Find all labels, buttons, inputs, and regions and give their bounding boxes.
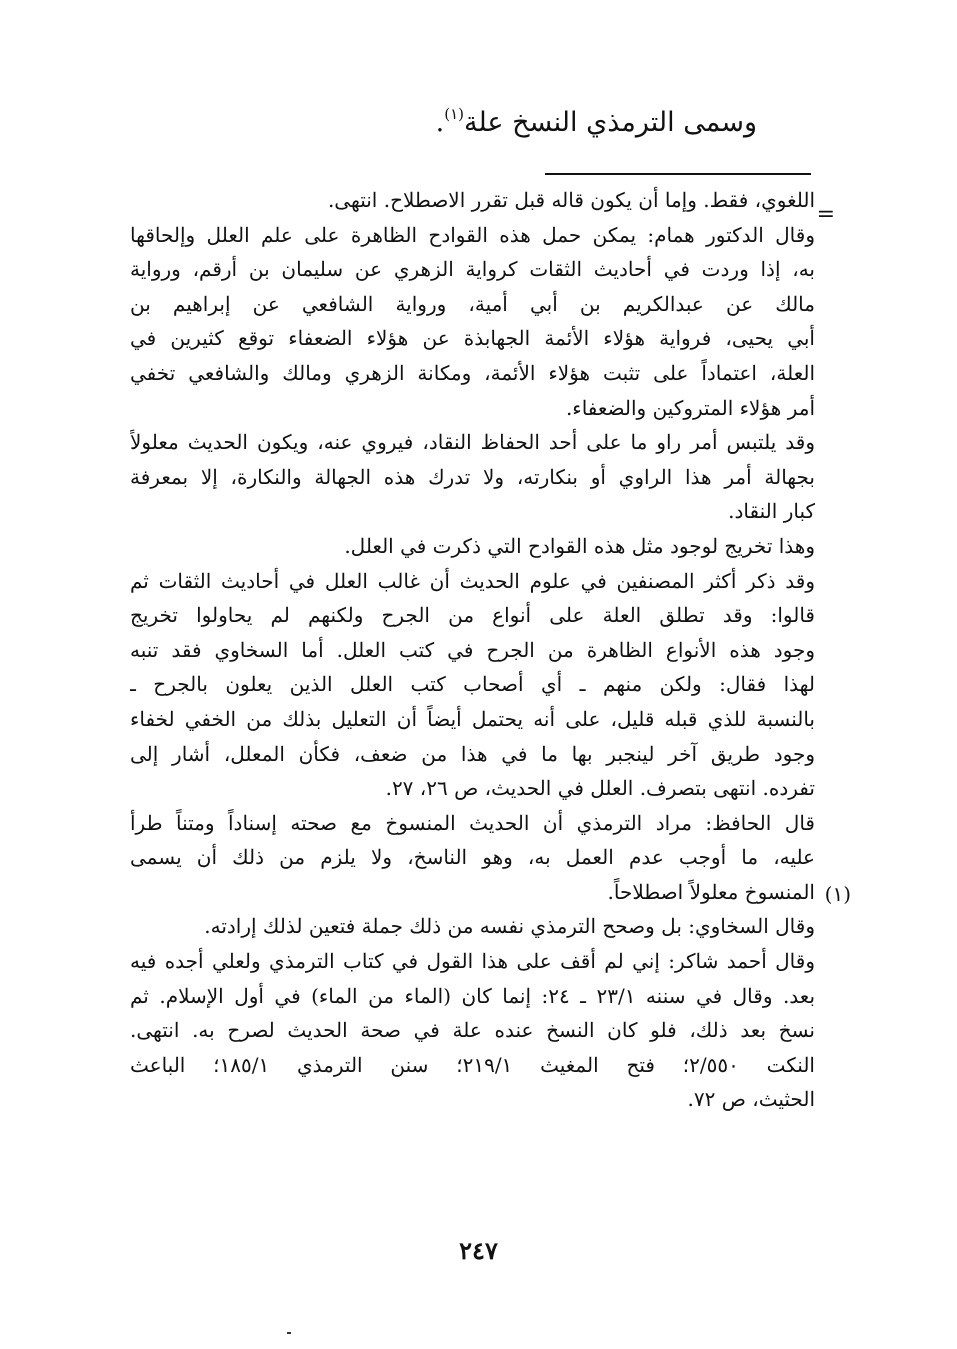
- footnote-line: أبي يحيى، فرواية هؤلاء الأئمة الجهابذة عن هؤلاء الضعفاء توقع كثيرين في: [130, 326, 815, 351]
- footnote-line: قالوا: وقد تطلق العلة على أنواع من الجرح ولكنهم لم يحاولوا تخريج: [130, 603, 815, 628]
- footnote-line: أمر هؤلاء المتروكين والضعفاء.: [565, 395, 815, 420]
- footnote-line: وقال الدكتور همام: يمكن حمل هذه القوادح الظاهرة على علم العلل وإلحاقها: [130, 222, 815, 247]
- footnotes-block: [130, 183, 815, 1117]
- footnote-line: قال الحافظ: مراد الترمذي أن الحديث المنسوخ مع صحته إسناداً ومتناً طرأ: [130, 810, 815, 835]
- footnote-line: وقد ذكر أكثر المصنفين في علوم الحديث أن غالب العلل في أحاديث الثقات ثم: [130, 568, 815, 593]
- footnote-reference[interactable]: (١): [444, 105, 465, 123]
- footnote-line: وجود هذه الأنواع الظاهرة من الجرح في كتب العلل. أما السخاوي فقد تنبه: [130, 637, 815, 662]
- footnote-line: بالنسبة للذي قبله قليل، على أنه يحتمل أيضاً أن التعليل بذلك من الخفي لخفاء: [130, 706, 815, 731]
- footnote-line: لهذا فقال: ولكن منهم ـ أي أصحاب كتب العلل الذين يعلون بالجرح ـ: [130, 672, 815, 697]
- footnote-line: بجهالة أمر هذا الراوي أو بنكارته، ولا تدرك هذه الجهالة والنكارة، إلا بمعرفة: [130, 464, 815, 489]
- main-text-end: .: [435, 107, 445, 138]
- footnote-line: كبار النقاد.: [728, 499, 815, 524]
- footnote-line: نسخ بعد ذلك، فلو كان النسخ عنده علة في صحة الحديث لصرح به. انتهى.: [130, 1018, 815, 1043]
- page-number: ٢٤٧: [459, 1236, 498, 1265]
- footnote-separator: [545, 173, 811, 175]
- footnote-number-marker: (١): [824, 882, 851, 906]
- footnote-line: وقال أحمد شاكر: إني لم أقف على هذا القول في كتاب الترمذي ولعلي أجده فيه: [130, 949, 815, 974]
- footnote-line: عليه، ما أوجب عدم العمل به، وهو الناسخ، ولا يلزم من ذلك أن يسمى: [130, 845, 815, 870]
- footnote-line: وهذا تخريج لوجود مثل هذه القوادح التي ذكرت في العلل.: [344, 533, 815, 558]
- footnote-line: به، إذا وردت في أحاديث الثقات كرواية الزهري عن سليمان بن أرقم، ورواية: [130, 257, 815, 282]
- footnote-line: وقال السخاوي: بل وصحح الترمذي نفسه من ذلك جملة فتعين لذلك إرادته.: [204, 914, 815, 939]
- footnote-continuation-marker: =: [816, 202, 835, 227]
- footnote-line: الحثيث، ص ٧٢.: [687, 1087, 815, 1112]
- footnote-line: وجود طريق آخر لينجبر بها ما في هذا من ضعف، فكأن المعلل، أشار إلى: [130, 741, 815, 766]
- footer-mark: [287, 1332, 291, 1334]
- footnote-line: بعد. وقال في سننه ٢٣/١ ـ ٢٤: إنما كان (الماء من الماء) في أول الإسلام. ثم: [130, 983, 815, 1008]
- footnote-line: تفرده. انتهى بتصرف. العلل في الحديث، ص ٢٦، ٢٧.: [385, 776, 815, 801]
- footnote-line: مالك عن عبدالكريم بن أبي أمية، ورواية الشافعي عن إبراهيم بن: [130, 291, 815, 316]
- main-text-line: [197, 98, 757, 148]
- main-text: وسمى الترمذي النسخ علة: [464, 107, 757, 138]
- footnote-line: النكت ٢/٥٥٠؛ فتح المغيث ٢١٩/١؛ سنن الترمذي ١٨٥/١؛ الباعث: [130, 1052, 815, 1077]
- footnote-line: العلة، اعتماداً على تثبت هؤلاء الأئمة، ومكانة الزهري ومالك والشافعي تخفي: [130, 360, 815, 385]
- footnote-line: اللغوي، فقط. وإما أن يكون قاله قبل تقرر الاصطلاح. انتهى.: [327, 188, 815, 212]
- footnote-line: وقد يلتبس أمر راو ما على أحد الحفاظ النقاد، فيروي عنه، ويكون الحديث معلولاً: [130, 430, 815, 455]
- footnote-line: المنسوخ معلولاً اصطلاحاً.: [607, 879, 815, 904]
